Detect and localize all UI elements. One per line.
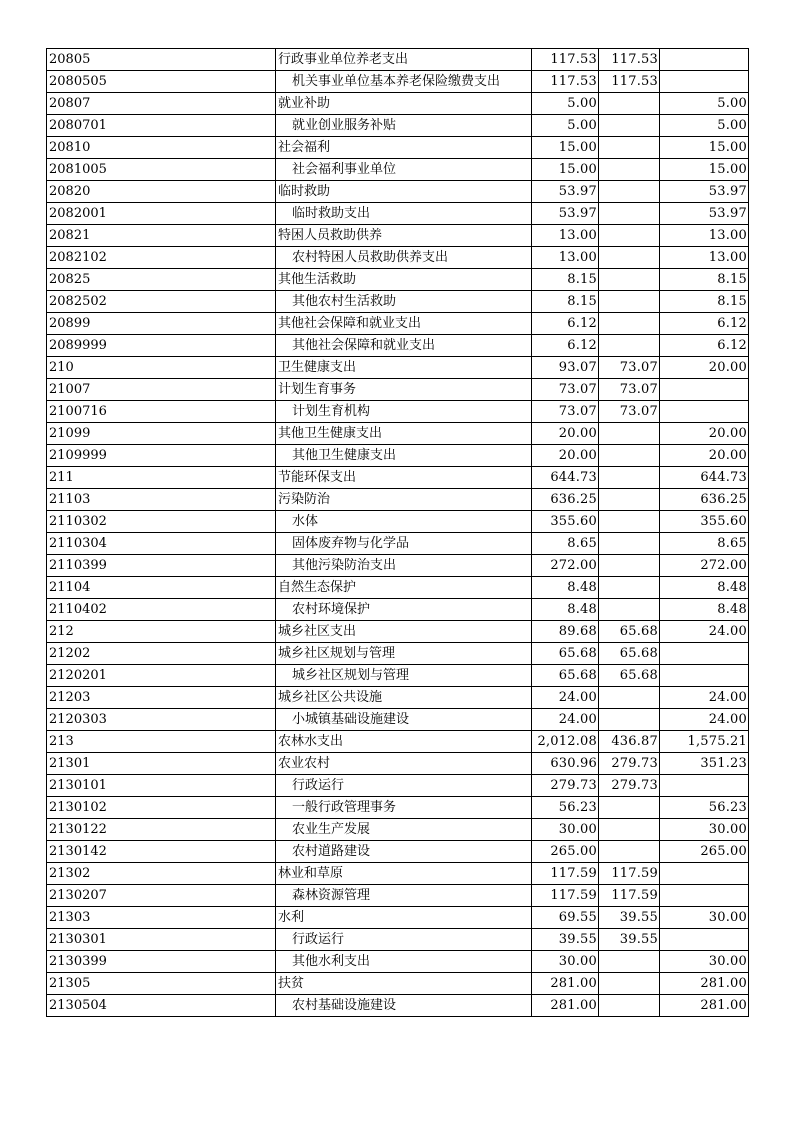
project-expenditure-cell: 30.00 <box>660 951 749 973</box>
account-name-cell: 卫生健康支出 <box>276 357 532 379</box>
account-name-cell: 社会福利 <box>276 137 532 159</box>
project-expenditure-cell: 8.48 <box>660 599 749 621</box>
account-name-cell: 其他污染防治支出 <box>276 555 532 577</box>
total-amount-cell: 6.12 <box>532 313 599 335</box>
account-code-cell: 2109999 <box>47 445 276 467</box>
total-amount-cell: 8.65 <box>532 533 599 555</box>
total-amount-cell: 8.15 <box>532 291 599 313</box>
table-row <box>47 181 749 203</box>
table-row <box>47 269 749 291</box>
table-row <box>47 841 749 863</box>
table-row <box>47 731 749 753</box>
account-name-cell: 农业农村 <box>276 753 532 775</box>
project-expenditure-cell: 56.23 <box>660 797 749 819</box>
account-name-cell: 其他水利支出 <box>276 951 532 973</box>
table-row <box>47 665 749 687</box>
account-code-cell: 2081005 <box>47 159 276 181</box>
project-expenditure-cell: 15.00 <box>660 137 749 159</box>
table-row <box>47 247 749 269</box>
basic-expenditure-cell: 65.68 <box>599 665 660 687</box>
table-row <box>47 203 749 225</box>
table-row <box>47 137 749 159</box>
account-code-cell: 2082502 <box>47 291 276 313</box>
basic-expenditure-cell <box>599 159 660 181</box>
table-row <box>47 709 749 731</box>
total-amount-cell: 117.53 <box>532 49 599 71</box>
project-expenditure-cell: 24.00 <box>660 709 749 731</box>
total-amount-cell: 73.07 <box>532 401 599 423</box>
basic-expenditure-cell <box>599 203 660 225</box>
account-name-cell: 行政运行 <box>276 929 532 951</box>
table-row <box>47 93 749 115</box>
basic-expenditure-cell <box>599 797 660 819</box>
basic-expenditure-cell <box>599 511 660 533</box>
table-row <box>47 489 749 511</box>
project-expenditure-cell: 24.00 <box>660 687 749 709</box>
account-name-cell: 就业补助 <box>276 93 532 115</box>
basic-expenditure-cell: 73.07 <box>599 357 660 379</box>
project-expenditure-cell: 351.23 <box>660 753 749 775</box>
basic-expenditure-cell <box>599 269 660 291</box>
total-amount-cell: 281.00 <box>532 995 599 1017</box>
basic-expenditure-cell <box>599 973 660 995</box>
project-expenditure-cell <box>660 49 749 71</box>
account-code-cell: 212 <box>47 621 276 643</box>
total-amount-cell: 20.00 <box>532 445 599 467</box>
basic-expenditure-cell: 117.53 <box>599 49 660 71</box>
account-name-cell: 城乡社区规划与管理 <box>276 643 532 665</box>
account-code-cell: 2130101 <box>47 775 276 797</box>
project-expenditure-cell: 644.73 <box>660 467 749 489</box>
account-name-cell: 特困人员救助供养 <box>276 225 532 247</box>
account-name-cell: 机关事业单位基本养老保险缴费支出 <box>276 71 532 93</box>
account-name-cell: 农村特困人员救助供养支出 <box>276 247 532 269</box>
total-amount-cell: 53.97 <box>532 181 599 203</box>
table-row <box>47 775 749 797</box>
account-code-cell: 20825 <box>47 269 276 291</box>
account-code-cell: 2110399 <box>47 555 276 577</box>
total-amount-cell: 53.97 <box>532 203 599 225</box>
project-expenditure-cell <box>660 401 749 423</box>
basic-expenditure-cell <box>599 687 660 709</box>
table-row <box>47 115 749 137</box>
project-expenditure-cell: 265.00 <box>660 841 749 863</box>
table-row <box>47 907 749 929</box>
table-body <box>47 49 749 1017</box>
account-name-cell: 计划生育机构 <box>276 401 532 423</box>
project-expenditure-cell <box>660 71 749 93</box>
basic-expenditure-cell: 65.68 <box>599 643 660 665</box>
total-amount-cell: 281.00 <box>532 973 599 995</box>
project-expenditure-cell: 6.12 <box>660 335 749 357</box>
project-expenditure-cell: 272.00 <box>660 555 749 577</box>
basic-expenditure-cell: 73.07 <box>599 379 660 401</box>
account-code-cell: 2130142 <box>47 841 276 863</box>
account-name-cell: 农林水支出 <box>276 731 532 753</box>
basic-expenditure-cell: 279.73 <box>599 775 660 797</box>
account-name-cell: 自然生态保护 <box>276 577 532 599</box>
account-name-cell: 其他社会保障和就业支出 <box>276 313 532 335</box>
account-code-cell: 21099 <box>47 423 276 445</box>
account-name-cell: 一般行政管理事务 <box>276 797 532 819</box>
budget-table-sheet <box>46 48 749 1017</box>
table-row <box>47 577 749 599</box>
total-amount-cell: 89.68 <box>532 621 599 643</box>
total-amount-cell: 355.60 <box>532 511 599 533</box>
account-name-cell: 就业创业服务补贴 <box>276 115 532 137</box>
account-code-cell: 2130301 <box>47 929 276 951</box>
project-expenditure-cell: 8.15 <box>660 291 749 313</box>
account-name-cell: 农村环境保护 <box>276 599 532 621</box>
table-row <box>47 357 749 379</box>
account-name-cell: 行政事业单位养老支出 <box>276 49 532 71</box>
table-row <box>47 335 749 357</box>
basic-expenditure-cell <box>599 577 660 599</box>
project-expenditure-cell: 13.00 <box>660 225 749 247</box>
account-code-cell: 2110304 <box>47 533 276 555</box>
total-amount-cell: 8.48 <box>532 577 599 599</box>
account-name-cell: 城乡社区公共设施 <box>276 687 532 709</box>
account-code-cell: 2110302 <box>47 511 276 533</box>
basic-expenditure-cell <box>599 137 660 159</box>
account-name-cell: 固体废弃物与化学品 <box>276 533 532 555</box>
total-amount-cell: 13.00 <box>532 247 599 269</box>
table-row <box>47 423 749 445</box>
project-expenditure-cell <box>660 379 749 401</box>
table-row <box>47 753 749 775</box>
table-row <box>47 291 749 313</box>
account-code-cell: 21203 <box>47 687 276 709</box>
basic-expenditure-cell: 436.87 <box>599 731 660 753</box>
account-code-cell: 21302 <box>47 863 276 885</box>
table-row <box>47 687 749 709</box>
project-expenditure-cell: 5.00 <box>660 93 749 115</box>
basic-expenditure-cell <box>599 709 660 731</box>
account-code-cell: 20807 <box>47 93 276 115</box>
total-amount-cell: 24.00 <box>532 687 599 709</box>
total-amount-cell: 39.55 <box>532 929 599 951</box>
account-code-cell: 21202 <box>47 643 276 665</box>
table-row <box>47 863 749 885</box>
account-code-cell: 20820 <box>47 181 276 203</box>
table-row <box>47 643 749 665</box>
account-code-cell: 2080701 <box>47 115 276 137</box>
basic-expenditure-cell <box>599 291 660 313</box>
account-name-cell: 临时救助 <box>276 181 532 203</box>
table-row <box>47 511 749 533</box>
table-row <box>47 379 749 401</box>
basic-expenditure-cell: 39.55 <box>599 929 660 951</box>
account-code-cell: 2130102 <box>47 797 276 819</box>
total-amount-cell: 24.00 <box>532 709 599 731</box>
total-amount-cell: 6.12 <box>532 335 599 357</box>
table-row <box>47 555 749 577</box>
account-code-cell: 21305 <box>47 973 276 995</box>
table-row <box>47 71 749 93</box>
table-row <box>47 225 749 247</box>
total-amount-cell: 630.96 <box>532 753 599 775</box>
project-expenditure-cell: 15.00 <box>660 159 749 181</box>
total-amount-cell: 5.00 <box>532 93 599 115</box>
account-code-cell: 2089999 <box>47 335 276 357</box>
account-name-cell: 农村道路建设 <box>276 841 532 863</box>
account-name-cell: 小城镇基础设施建设 <box>276 709 532 731</box>
project-expenditure-cell: 20.00 <box>660 357 749 379</box>
total-amount-cell: 13.00 <box>532 225 599 247</box>
project-expenditure-cell: 8.48 <box>660 577 749 599</box>
project-expenditure-cell: 1,575.21 <box>660 731 749 753</box>
project-expenditure-cell: 6.12 <box>660 313 749 335</box>
account-name-cell: 林业和草原 <box>276 863 532 885</box>
project-expenditure-cell: 13.00 <box>660 247 749 269</box>
basic-expenditure-cell <box>599 225 660 247</box>
basic-expenditure-cell: 117.59 <box>599 885 660 907</box>
account-code-cell: 20821 <box>47 225 276 247</box>
project-expenditure-cell: 636.25 <box>660 489 749 511</box>
account-name-cell: 城乡社区规划与管理 <box>276 665 532 687</box>
account-name-cell: 扶贫 <box>276 973 532 995</box>
total-amount-cell: 69.55 <box>532 907 599 929</box>
basic-expenditure-cell <box>599 841 660 863</box>
project-expenditure-cell: 281.00 <box>660 973 749 995</box>
total-amount-cell: 73.07 <box>532 379 599 401</box>
total-amount-cell: 30.00 <box>532 819 599 841</box>
budget-expenditure-table <box>46 48 749 1017</box>
project-expenditure-cell <box>660 643 749 665</box>
total-amount-cell: 56.23 <box>532 797 599 819</box>
total-amount-cell: 117.59 <box>532 885 599 907</box>
project-expenditure-cell <box>660 929 749 951</box>
account-code-cell: 2082102 <box>47 247 276 269</box>
basic-expenditure-cell <box>599 555 660 577</box>
total-amount-cell: 117.53 <box>532 71 599 93</box>
account-name-cell: 森林资源管理 <box>276 885 532 907</box>
account-code-cell: 2100716 <box>47 401 276 423</box>
total-amount-cell: 265.00 <box>532 841 599 863</box>
project-expenditure-cell: 30.00 <box>660 819 749 841</box>
account-code-cell: 21103 <box>47 489 276 511</box>
total-amount-cell: 117.59 <box>532 863 599 885</box>
account-name-cell: 其他卫生健康支出 <box>276 423 532 445</box>
project-expenditure-cell: 30.00 <box>660 907 749 929</box>
account-name-cell: 其他生活救助 <box>276 269 532 291</box>
project-expenditure-cell <box>660 863 749 885</box>
account-code-cell: 20899 <box>47 313 276 335</box>
table-row <box>47 313 749 335</box>
account-code-cell: 2130504 <box>47 995 276 1017</box>
table-row <box>47 599 749 621</box>
table-row <box>47 621 749 643</box>
basic-expenditure-cell: 73.07 <box>599 401 660 423</box>
basic-expenditure-cell <box>599 313 660 335</box>
table-row <box>47 467 749 489</box>
basic-expenditure-cell <box>599 115 660 137</box>
account-code-cell: 21301 <box>47 753 276 775</box>
project-expenditure-cell: 8.65 <box>660 533 749 555</box>
total-amount-cell: 2,012.08 <box>532 731 599 753</box>
basic-expenditure-cell: 279.73 <box>599 753 660 775</box>
account-name-cell: 其他社会保障和就业支出 <box>276 335 532 357</box>
project-expenditure-cell: 53.97 <box>660 203 749 225</box>
account-name-cell: 水利 <box>276 907 532 929</box>
basic-expenditure-cell <box>599 93 660 115</box>
table-row <box>47 929 749 951</box>
basic-expenditure-cell <box>599 533 660 555</box>
total-amount-cell: 644.73 <box>532 467 599 489</box>
account-code-cell: 2082001 <box>47 203 276 225</box>
basic-expenditure-cell: 117.53 <box>599 71 660 93</box>
account-name-cell: 节能环保支出 <box>276 467 532 489</box>
basic-expenditure-cell: 117.59 <box>599 863 660 885</box>
project-expenditure-cell: 281.00 <box>660 995 749 1017</box>
account-code-cell: 21104 <box>47 577 276 599</box>
project-expenditure-cell: 20.00 <box>660 445 749 467</box>
basic-expenditure-cell <box>599 247 660 269</box>
account-code-cell: 2120201 <box>47 665 276 687</box>
account-code-cell: 2120303 <box>47 709 276 731</box>
account-name-cell: 行政运行 <box>276 775 532 797</box>
account-name-cell: 计划生育事务 <box>276 379 532 401</box>
table-row <box>47 951 749 973</box>
account-code-cell: 2130399 <box>47 951 276 973</box>
table-row <box>47 445 749 467</box>
account-code-cell: 2130207 <box>47 885 276 907</box>
total-amount-cell: 5.00 <box>532 115 599 137</box>
basic-expenditure-cell <box>599 995 660 1017</box>
table-row <box>47 401 749 423</box>
project-expenditure-cell: 355.60 <box>660 511 749 533</box>
account-code-cell: 2130122 <box>47 819 276 841</box>
account-name-cell: 农村基础设施建设 <box>276 995 532 1017</box>
account-code-cell: 20810 <box>47 137 276 159</box>
table-row <box>47 49 749 71</box>
total-amount-cell: 15.00 <box>532 137 599 159</box>
total-amount-cell: 15.00 <box>532 159 599 181</box>
project-expenditure-cell: 5.00 <box>660 115 749 137</box>
basic-expenditure-cell <box>599 335 660 357</box>
project-expenditure-cell: 8.15 <box>660 269 749 291</box>
account-name-cell: 临时救助支出 <box>276 203 532 225</box>
table-row <box>47 995 749 1017</box>
project-expenditure-cell: 53.97 <box>660 181 749 203</box>
account-name-cell: 社会福利事业单位 <box>276 159 532 181</box>
account-name-cell: 污染防治 <box>276 489 532 511</box>
basic-expenditure-cell <box>599 423 660 445</box>
total-amount-cell: 65.68 <box>532 643 599 665</box>
table-row <box>47 797 749 819</box>
account-code-cell: 213 <box>47 731 276 753</box>
table-row <box>47 533 749 555</box>
table-row <box>47 159 749 181</box>
total-amount-cell: 65.68 <box>532 665 599 687</box>
total-amount-cell: 279.73 <box>532 775 599 797</box>
basic-expenditure-cell: 65.68 <box>599 621 660 643</box>
total-amount-cell: 93.07 <box>532 357 599 379</box>
project-expenditure-cell <box>660 885 749 907</box>
account-code-cell: 210 <box>47 357 276 379</box>
account-name-cell: 其他卫生健康支出 <box>276 445 532 467</box>
basic-expenditure-cell <box>599 819 660 841</box>
basic-expenditure-cell <box>599 445 660 467</box>
project-expenditure-cell <box>660 665 749 687</box>
table-row <box>47 973 749 995</box>
account-name-cell: 其他农村生活救助 <box>276 291 532 313</box>
basic-expenditure-cell <box>599 599 660 621</box>
project-expenditure-cell: 24.00 <box>660 621 749 643</box>
basic-expenditure-cell: 39.55 <box>599 907 660 929</box>
account-name-cell: 农业生产发展 <box>276 819 532 841</box>
account-code-cell: 21303 <box>47 907 276 929</box>
account-name-cell: 水体 <box>276 511 532 533</box>
account-name-cell: 城乡社区支出 <box>276 621 532 643</box>
account-code-cell: 20805 <box>47 49 276 71</box>
table-row <box>47 819 749 841</box>
account-code-cell: 2110402 <box>47 599 276 621</box>
basic-expenditure-cell <box>599 951 660 973</box>
account-code-cell: 21007 <box>47 379 276 401</box>
total-amount-cell: 20.00 <box>532 423 599 445</box>
account-code-cell: 211 <box>47 467 276 489</box>
total-amount-cell: 8.15 <box>532 269 599 291</box>
table-row <box>47 885 749 907</box>
total-amount-cell: 30.00 <box>532 951 599 973</box>
total-amount-cell: 272.00 <box>532 555 599 577</box>
total-amount-cell: 636.25 <box>532 489 599 511</box>
project-expenditure-cell <box>660 775 749 797</box>
basic-expenditure-cell <box>599 181 660 203</box>
account-code-cell: 2080505 <box>47 71 276 93</box>
project-expenditure-cell: 20.00 <box>660 423 749 445</box>
basic-expenditure-cell <box>599 489 660 511</box>
total-amount-cell: 8.48 <box>532 599 599 621</box>
basic-expenditure-cell <box>599 467 660 489</box>
